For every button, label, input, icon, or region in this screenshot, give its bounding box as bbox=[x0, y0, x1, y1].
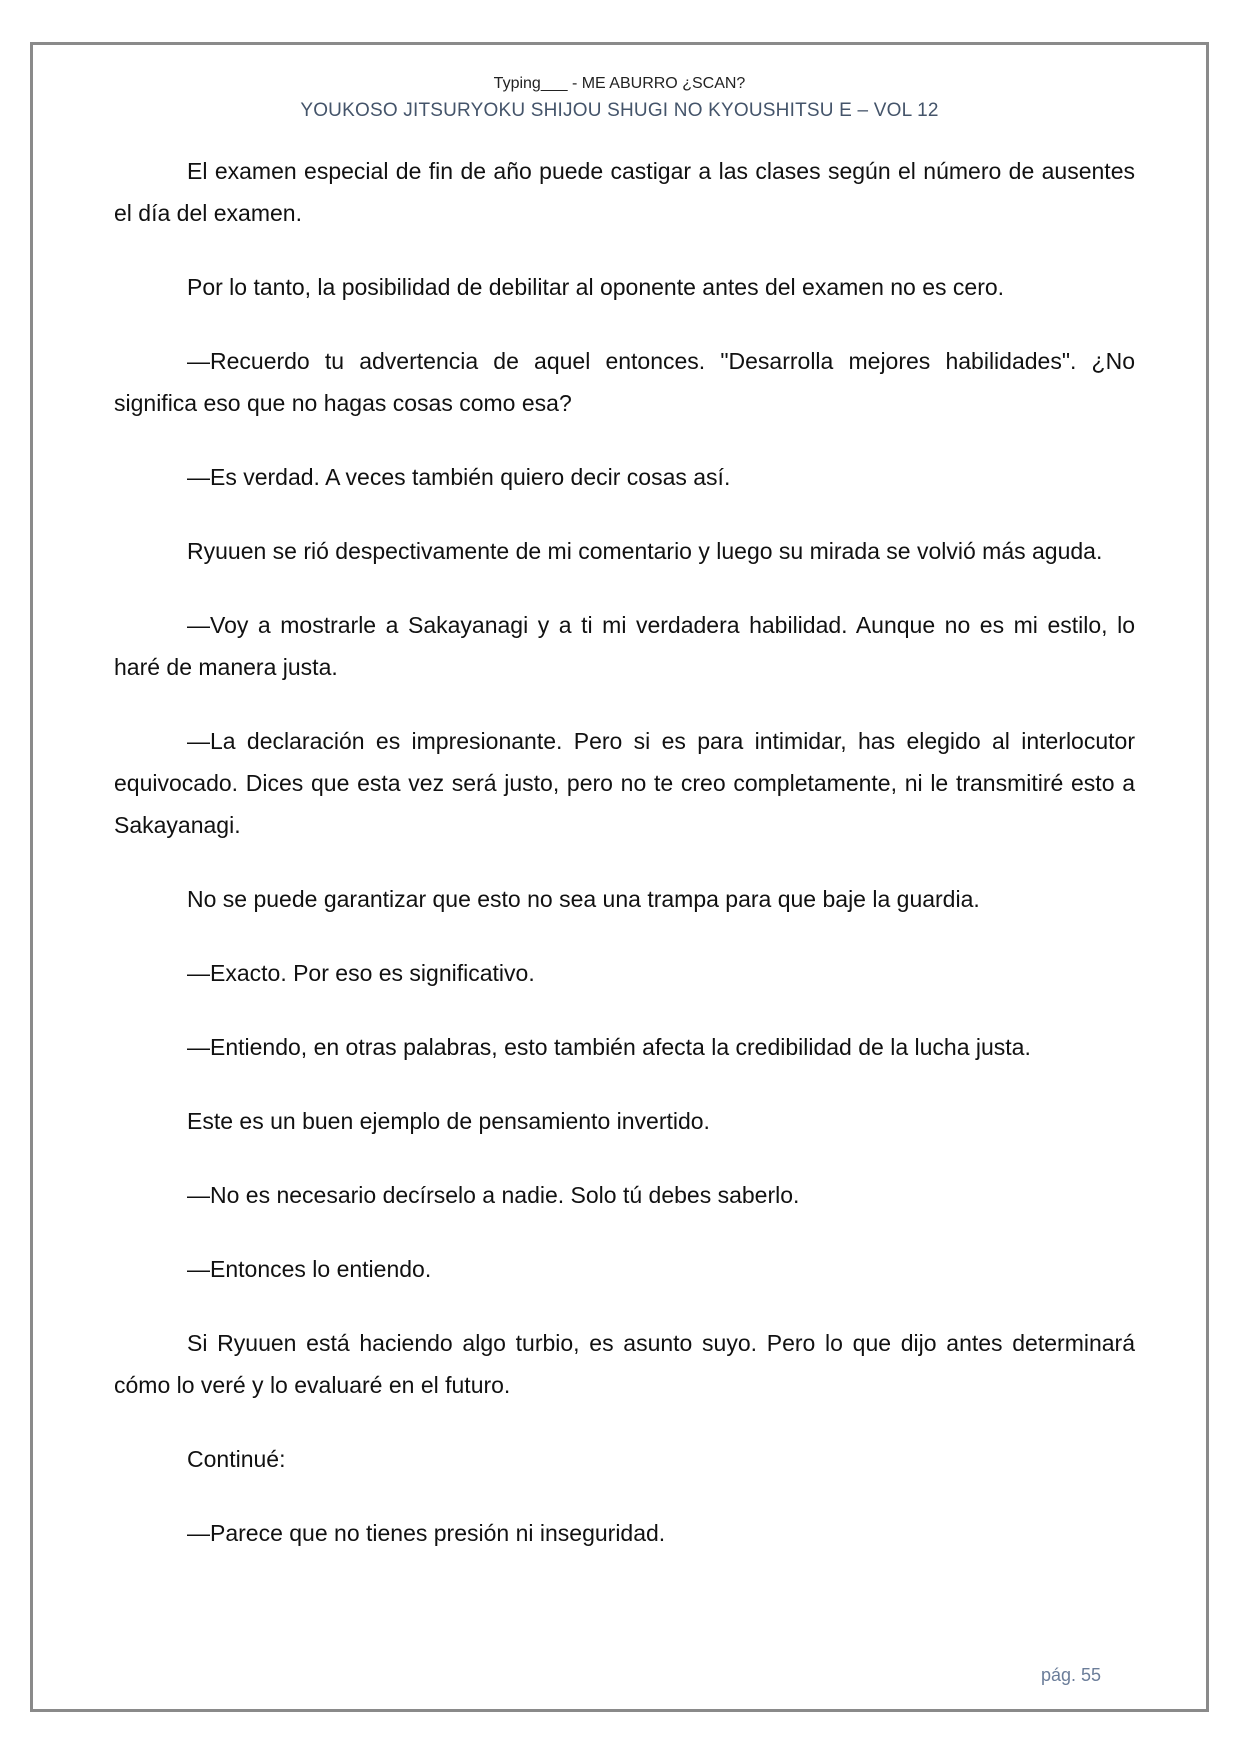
page-number: pág. 55 bbox=[1040, 1665, 1101, 1685]
header-credit: Typing___ - ME ABURRO ¿SCAN? bbox=[493, 75, 746, 92]
paragraph: —Voy a mostrarle a Sakayanagi y a ti mi verdadera habilidad. Aunque no es mi estilo, lo haré de manera justa. bbox=[114, 612, 1135, 680]
paragraph: —Recuerdo tu advertencia de aquel entonces. "Desarrolla mejores habilidades". ¿No significa eso que no hagas cosas como esa? bbox=[114, 348, 1135, 416]
paragraph: —La declaración es impresionante. Pero si es para intimidar, has elegido al interlocutor equivocado. Dices que esta vez será justo, pero no te creo completamente, ni le transmitiré esto a Sakayanagi. bbox=[114, 728, 1135, 838]
paragraph: Por lo tanto, la posibilidad de debilitar al oponente antes del examen no es cero. bbox=[187, 274, 1005, 300]
header-title: YOUKOSO JITSURYOKU SHIJOU SHUGI NO KYOUSHITSU E – VOL 12 bbox=[300, 100, 939, 121]
paragraph: Si Ryuuen está haciendo algo turbio, es asunto suyo. Pero lo que dijo antes determinará cómo lo veré y lo evaluaré en el futuro. bbox=[114, 1330, 1135, 1398]
paragraph: —Parece que no tienes presión ni inseguridad. bbox=[187, 1520, 666, 1546]
paragraph: Continué: bbox=[187, 1446, 286, 1472]
paragraph: —Entonces lo entiendo. bbox=[187, 1256, 432, 1282]
paragraph: —Es verdad. A veces también quiero decir cosas así. bbox=[187, 464, 731, 490]
paragraph: Ryuuen se rió despectivamente de mi comentario y luego su mirada se volvió más aguda. bbox=[187, 538, 1103, 564]
paragraph: El examen especial de fin de año puede castigar a las clases según el número de ausentes el día del examen. bbox=[114, 158, 1135, 226]
paragraph: —No es necesario decírselo a nadie. Solo tú debes saberlo. bbox=[187, 1182, 800, 1208]
body-text bbox=[114, 150, 1135, 1586]
paragraph: No se puede garantizar que esto no sea una trampa para que baje la guardia. bbox=[187, 886, 980, 912]
paragraph: —Exacto. Por eso es significativo. bbox=[187, 960, 535, 986]
paragraph: —Entiendo, en otras palabras, esto también afecta la credibilidad de la lucha justa. bbox=[187, 1034, 1031, 1060]
paragraph: Este es un buen ejemplo de pensamiento invertido. bbox=[187, 1108, 710, 1134]
